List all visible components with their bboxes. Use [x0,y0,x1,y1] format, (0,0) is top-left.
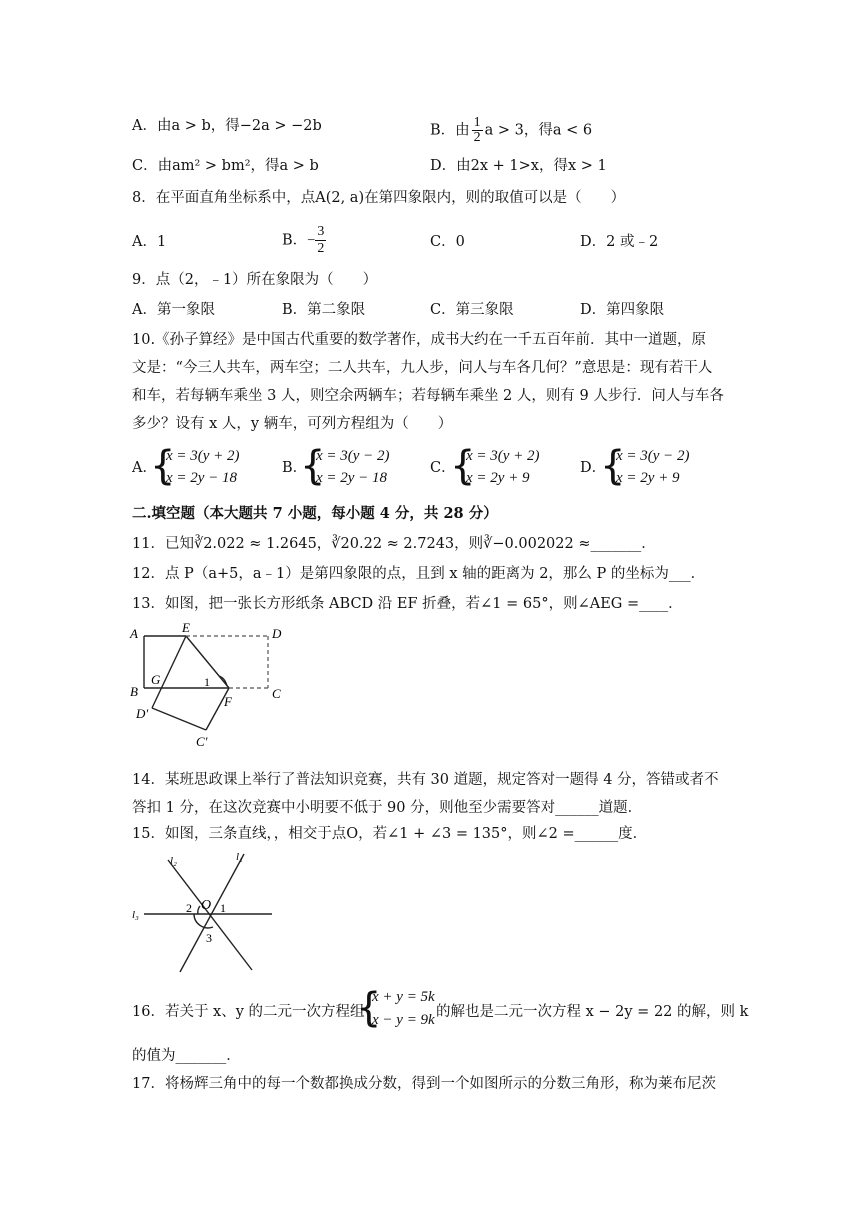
q10-option-a-eq2: x = 2y − 18 [166,470,238,486]
q8-option-b-neg: − [307,232,316,249]
q8-option-b-den: 2 [317,241,325,256]
q10-line-4: 多少？设有 x 人，y 辆车，可列方程组为（ ） [132,416,453,432]
q16-eq2: x − y = 9k [372,1012,435,1028]
q13-label-c-prime: C′ [196,734,208,749]
q10-option-b-eq1: x = 3(y − 2) [316,448,390,464]
q10-option-d-eq1: x = 3(y − 2) [616,448,690,464]
q7-option-b-frac-den: 2 [473,130,481,145]
q11-text: 11．已知∛2.022 ≈ 1.2645，∛20.22 ≈ 2.7243，则∛−0.002022 ≈_______． [132,536,656,552]
q10-option-c-eq2: x = 2y + 9 [466,470,530,486]
q8-option-a: A．1 [132,234,167,250]
q15-label-l1: l₁ [236,851,243,863]
q13-label-e: E [182,620,190,635]
q9-option-a: A．第一象限 [132,302,215,318]
q13-label-d: D [272,626,282,641]
q10-line-2: 文是：“今三人共车，两车空；二人共车，九人步，问人与车各几何？”意思是：现有若干人 [132,360,713,376]
q8-option-b [282,224,326,257]
q15-label-angle-1: 1 [220,901,226,915]
q10-option-c-eq1: x = 3(y + 2) [466,448,540,464]
q7-option-c: C．由am² > bm²，得a > b [132,158,319,174]
q8-option-b-prefix: B． [282,232,308,249]
q10-option-c-label: C． [430,460,456,476]
q16-prefix: 16．若关于 x、y 的二元一次方程组 [132,1004,365,1020]
q13-label-c: C [272,686,281,701]
q15-text: 15．如图，三条直线，，相交于点O，若∠1 + ∠3 = 135°，则∠2 =______度． [132,826,648,842]
q10-option-a-eq1: x = 3(y + 2) [166,448,240,464]
q8-stem: 8．在平面直角坐标系中，点A(2, a)在第四象限内，则的取值可以是（ ） [132,190,626,206]
q8-option-b-num: 3 [317,224,325,239]
q7-option-b-suffix: a > 3，得a < 6 [484,122,593,139]
q10-line-3: 和车，若每辆车乘坐 3 人，则空余两辆车；若每辆车乘坐 2 人，则有 9 人步行．问人与车各 [132,388,724,404]
q9-option-d: D．第四象限 [580,302,665,318]
q10-option-a-brace: { [150,443,176,489]
q8-option-d: D．2 或﹣2 [580,234,659,250]
q16-suffix: 的解也是二元一次方程 x − 2y = 22 的解，则 k [436,1004,749,1020]
q10-option-d-brace: { [600,443,626,489]
q13-label-angle-1: 1 [204,675,210,689]
q15-label-angle-3: 3 [206,931,212,945]
q8-option-c: C．0 [430,234,465,250]
q12-text: 12．点 P（a+5，a﹣1）是第四象限的点，且到 x 轴的距离为 2，那么 P 的坐标为___． [132,566,706,582]
q10-option-b-brace: { [300,443,326,489]
q15-label-l3: l₃ [132,909,139,921]
q10-line-1: 10.《孙子算经》是中国古代重要的数学著作，成书大约在一千五百年前．其中一道题，原 [132,332,707,348]
q10-option-d-label: D． [580,460,607,476]
q14-line-2: 答扣 1 分，在这次竞赛中小明要不低于 90 分，则他至少需要答对______道题． [132,800,643,816]
q16-eq1: x + y = 5k [372,989,435,1005]
q7-option-a: A．由a > b，得−2a > −2b [132,118,322,134]
section-2-heading: 二.填空题（本大题共 7 小题，每小题 4 分，共 28 分） [132,505,498,522]
q14-line-1: 14．某班思政课上举行了普法知识竞赛，共有 30 道题，规定答对一题得 4 分，答错或者不 [132,772,719,788]
q13-label-a: A [130,626,138,641]
q13-folding-figure [126,620,296,750]
q16-brace: { [356,985,382,1031]
q13-label-g: G [151,672,161,687]
q7-option-d: D．由2x + 1>x，得x > 1 [430,158,607,174]
q15-label-l2: l₂ [170,855,177,867]
q16-line-2: 的值为_______． [132,1048,241,1064]
q17-line-1: 17．将杨辉三角中的每一个数都换成分数，得到一个如图所示的分数三角形，称为莱布尼茨 [132,1076,716,1092]
q13-label-f: F [224,694,232,709]
q10-option-b-label: B． [282,460,308,476]
q9-option-b: B．第二象限 [282,302,366,318]
q9-option-c: C．第三象限 [430,302,514,318]
q7-option-b-frac-num: 1 [473,115,481,130]
q10-option-b-eq2: x = 2y − 18 [316,470,388,486]
q7-option-b [430,116,592,145]
q10-option-c-brace: { [450,443,476,489]
q15-label-o: O [201,898,212,913]
q10-option-a-label: A． [132,460,157,476]
q13-text: 13．如图，把一张长方形纸条 ABCD 沿 EF 折叠，若∠1 = 65°，则∠AEG =____． [132,596,683,612]
q9-stem: 9．点（2，﹣1）所在象限为（ ） [132,272,378,288]
q13-label-b: B [130,684,138,699]
q15-label-angle-2: 2 [186,901,192,915]
q7-option-b-prefix: B．由 [430,122,470,139]
q13-label-d-prime: D′ [136,706,149,721]
q10-option-d-eq2: x = 2y + 9 [616,470,680,486]
q15-three-lines-figure [128,846,278,976]
